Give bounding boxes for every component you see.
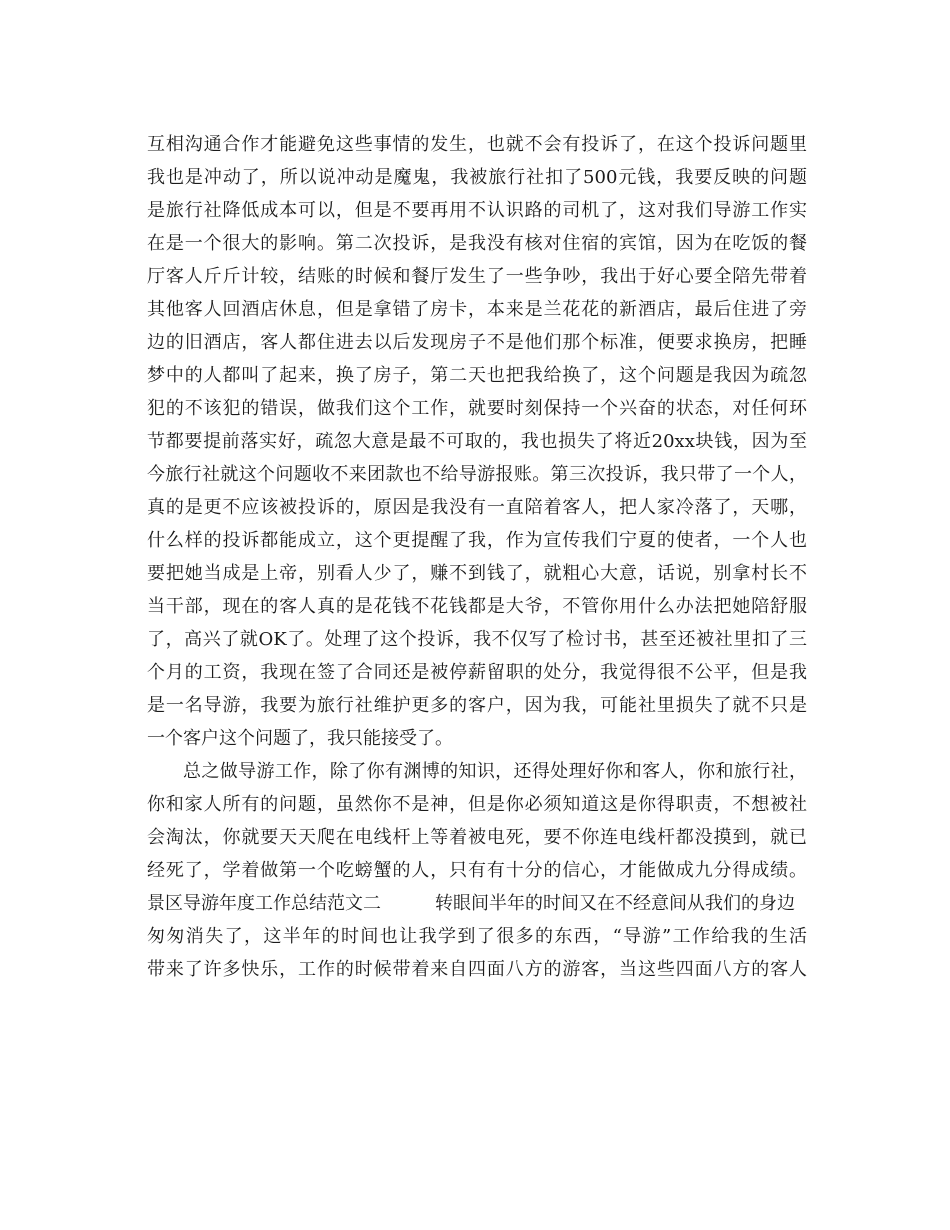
text-line: 总之做导游工作，除了你有渊博的知识，还得处理好你和客人，你和旅行社， [183, 761, 807, 782]
heading-tail: 转眼间半年的时间又在不经意间从我们的身边 [435, 893, 795, 914]
text-line: 今旅行社就这个问题收不来团款也不给导游报账。第三次投诉，我只带了一个人， [147, 464, 807, 485]
text-line: 是旅行社降低成本可以，但是不要再用不认识路的司机了，这对我们导游工作实 [147, 200, 807, 221]
text-line: 匆匆消失了，这半年的时间也让我学到了很多的东西，“导游”工作给我的生活 [147, 926, 807, 947]
text-line: 个月的工资，我现在签了合同还是被停薪留职的处分，我觉得很不公平，但是我 [147, 662, 807, 683]
text-line: 是一名导游，我要为旅行社维护更多的客户，因为我，可能社里损失了就不只是 [147, 695, 807, 716]
text-line: 带来了许多快乐，工作的时候带着来自四面八方的游客，当这些四面八方的客人 [147, 959, 807, 980]
text-line: 我也是冲动了，所以说冲动是魔鬼，我被旅行社扣了500元钱，我要反映的问题 [147, 167, 807, 188]
text-line: 什么样的投诉都能成立，这个更提醒了我，作为宣传我们宁夏的使者，一个人也 [147, 530, 807, 551]
section-heading: 景区导游年度工作总结范文二 [147, 893, 381, 914]
text-line: 会淘汰，你就要天天爬在电线杆上等着被电死，要不你连电线杆都没摸到，就已 [147, 827, 807, 848]
text-line: 你和家人所有的问题，虽然你不是神，但是你必须知道这是你得职责，不想被社 [147, 794, 807, 815]
text-line: 了，高兴了就OK了。处理了这个投诉，我不仅写了检讨书，甚至还被社里扣了三 [147, 629, 807, 650]
paragraph [147, 755, 807, 887]
text-line: 梦中的人都叫了起来，换了房子，第二天也把我给换了，这个问题是我因为疏忽 [147, 365, 807, 386]
text-line: 当干部，现在的客人真的是花钱不花钱都是大爷，不管你用什么办法把她陪舒服 [147, 596, 807, 617]
paragraph [147, 128, 807, 755]
text-line: 经死了，学着做第一个吃螃蟹的人，只有有十分的信心，才能做成九分得成绩。 [147, 860, 807, 881]
document-body [147, 128, 807, 986]
text-line: 节都要提前落实好，疏忽大意是最不可取的，我也损失了将近20xx块钱，因为至 [147, 431, 807, 452]
text-line: 在是一个很大的影响。第二次投诉，是我没有核对住宿的宾馆，因为在吃饭的餐 [147, 233, 807, 254]
paragraph [147, 887, 807, 986]
text-line: 要把她当成是上帝，别看人少了，赚不到钱了，就粗心大意，话说，别拿村长不 [147, 563, 807, 584]
text-line: 犯的不该犯的错误，做我们这个工作，就要时刻保持一个兴奋的状态，对任何环 [147, 398, 807, 419]
text-line [147, 887, 807, 920]
text-line: 边的旧酒店，客人都住进去以后发现房子不是他们那个标准，便要求换房，把睡 [147, 332, 807, 353]
text-line: 厅客人斤斤计较，结账的时候和餐厅发生了一些争吵，我出于好心要全陪先带着 [147, 266, 807, 287]
text-line: 真的是更不应该被投诉的，原因是我没有一直陪着客人，把人家冷落了，天哪， [147, 497, 807, 518]
text-line: 其他客人回酒店休息，但是拿错了房卡，本来是兰花花的新酒店，最后住进了旁 [147, 299, 807, 320]
text-line: 互相沟通合作才能避免这些事情的发生，也就不会有投诉了，在这个投诉问题里 [147, 134, 807, 155]
text-line: 一个客户这个问题了，我只能接受了。 [147, 728, 453, 749]
